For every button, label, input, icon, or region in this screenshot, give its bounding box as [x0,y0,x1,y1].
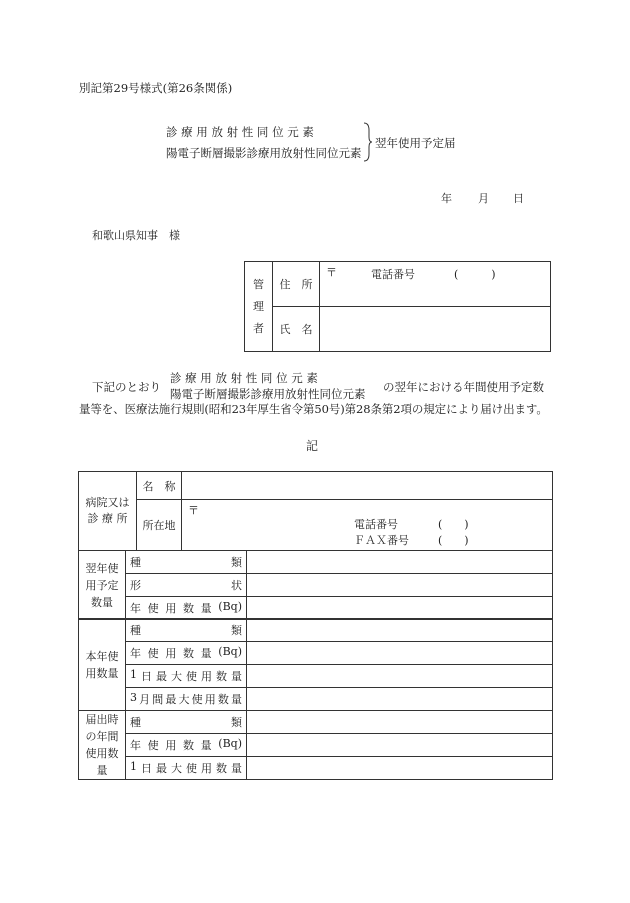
row-label-char: 1 [130,760,137,773]
row-label-text [130,645,242,661]
row-label [126,597,247,620]
form-reference: 別記第29号様式(第26条関係) [79,81,233,95]
group-label: 翌年使 用予定 数量 [79,551,126,620]
row-label-char: 最 [156,762,167,775]
row-label-char: 最 [156,670,167,683]
row-label-char: 量 [200,739,212,752]
manager-address-field[interactable] [320,262,551,307]
group-label: 本年使 用数量 [79,619,126,711]
facility-phone-label: 電話番号 [354,518,398,531]
row-label [126,665,247,688]
row-label-char: 数 [182,647,194,660]
facility-fax-paren: ( ) [438,534,469,547]
row-label-text [130,622,242,638]
row-label-char: (Bq) [218,645,242,658]
row-label-char: 量 [231,693,242,706]
row-label-left: 種 [130,716,141,729]
title-brace-icon [363,122,373,162]
facility-location-label: 所在地 [137,500,182,551]
row-label [126,711,247,734]
row-label-char: 量 [200,602,212,615]
title-item-diagnostic: 診 療 用 放 射 性 同 位 元 素 [166,125,314,139]
row-label-char: 使 [186,670,197,683]
row-label-char: 数 [216,762,227,775]
row-label-char: 日 [141,670,152,683]
statement-item-pet: 陽電子断層撮影診療用放射性同位元素 [170,387,366,401]
row-label-char: 数 [182,739,194,752]
row-label-text [130,737,242,753]
row-label-char: 1 [130,668,137,681]
row-label-text [130,668,242,684]
row-label-char: 年 [130,602,141,615]
statement-suffix: の翌年における年間使用予定数 [383,380,544,394]
date-year-label: 年 [441,192,452,205]
row-value-field[interactable] [247,551,553,574]
row-label-char: 用 [165,602,177,615]
addressee: 和歌山県知事 様 [92,229,180,242]
facility-fax-label: ＦＡＸ番号 [354,534,409,547]
facility-label: 病院又は 診 療 所 [79,472,137,551]
row-label-char: 数 [216,670,227,683]
statement-line2: 量等を、医療法施行規則(昭和23年厚生省令第50号)第28条第2項の規定により届け出ます。 [79,402,548,416]
manager-name-label: 氏 名 [273,307,320,352]
quantity-table-next-year [78,550,553,620]
row-label-char: 数 [217,693,229,706]
row-label-char: 大 [171,670,182,683]
row-label-right: 類 [231,556,242,569]
row-value-field[interactable] [247,597,553,620]
row-label-char: 使 [186,762,197,775]
row-label-char: 用 [201,670,212,683]
row-label [126,619,247,642]
row-label-char: (Bq) [218,737,242,750]
row-label-text [130,600,242,616]
manager-table [244,261,551,352]
row-label-char: 大 [178,693,190,706]
facility-phone-paren: ( ) [438,518,469,531]
row-label-text [130,691,242,707]
row-value-field[interactable] [247,642,553,665]
row-label-char: 使 [147,602,159,615]
row-label-text [130,554,242,570]
title-item-pet: 陽電子断層撮影診療用放射性同位元素 [166,146,362,160]
row-label-char: 用 [201,762,212,775]
row-label [126,688,247,711]
row-label [126,642,247,665]
row-label-right: 類 [231,716,242,729]
row-label-char: 大 [171,762,182,775]
manager-address-label: 住 所 [273,262,320,307]
row-label-char: 量 [200,647,212,660]
row-value-field[interactable] [247,757,553,780]
row-label [126,574,247,597]
row-label-text [130,577,242,593]
row-label-char: 用 [165,647,177,660]
row-label-right: 状 [231,579,242,592]
facility-name-label: 名 称 [137,472,182,500]
group-label: 届出時 の年間 使用数 量 [79,711,126,780]
row-label [126,734,247,757]
row-label-char: 数 [182,602,194,615]
facility-location-field[interactable] [182,500,553,551]
row-label [126,551,247,574]
row-label-left: 形 [130,579,141,592]
row-label-char: (Bq) [218,600,242,613]
row-label-text [130,714,242,730]
statement-item-diagnostic: 診 療 用 放 射 性 同 位 元 素 [170,371,318,385]
date-day-label: 日 [513,192,524,205]
facility-table [78,471,553,551]
row-value-field[interactable] [247,734,553,757]
row-label-char: 使 [147,739,159,752]
date-month-label: 月 [478,192,489,205]
row-label [126,757,247,780]
manager-phone-label: 電話番号 [371,268,415,281]
manager-postal-mark: 〒 [326,266,337,279]
quantity-table-at-filing [78,710,553,780]
quantity-table-this-year [78,618,553,711]
row-label-char: 量 [231,670,242,683]
facility-postal-mark: 〒 [188,504,199,517]
manager-phone-paren: ( ) [454,268,496,281]
row-value-field[interactable] [247,665,553,688]
ki-label: 記 [306,439,319,453]
row-value-field[interactable] [247,711,553,734]
row-label-left: 種 [130,556,141,569]
row-label-char: 量 [231,762,242,775]
row-label-char: 用 [204,693,216,706]
manager-label: 管 理 者 [245,262,273,352]
row-label-char: 最 [165,693,177,706]
row-label-left: 種 [130,624,141,637]
row-label-char: 月 [139,693,151,706]
row-value-field[interactable] [247,619,553,642]
row-label-char: 日 [141,762,152,775]
row-label-char: 3 [130,691,137,704]
row-label-char: 年 [130,739,141,752]
manager-name-field[interactable] [320,307,551,352]
row-value-field[interactable] [247,688,553,711]
row-value-field[interactable] [247,574,553,597]
row-label-char: 間 [152,693,164,706]
row-label-char: 使 [147,647,159,660]
statement-prefix: 下記のとおり [92,380,161,394]
row-label-text [130,760,242,776]
row-label-right: 類 [231,624,242,637]
row-label-char: 用 [165,739,177,752]
row-label-char: 年 [130,647,141,660]
row-label-char: 使 [191,693,203,706]
facility-name-field[interactable] [182,472,553,500]
title-suffix: 翌年使用予定届 [375,136,456,150]
